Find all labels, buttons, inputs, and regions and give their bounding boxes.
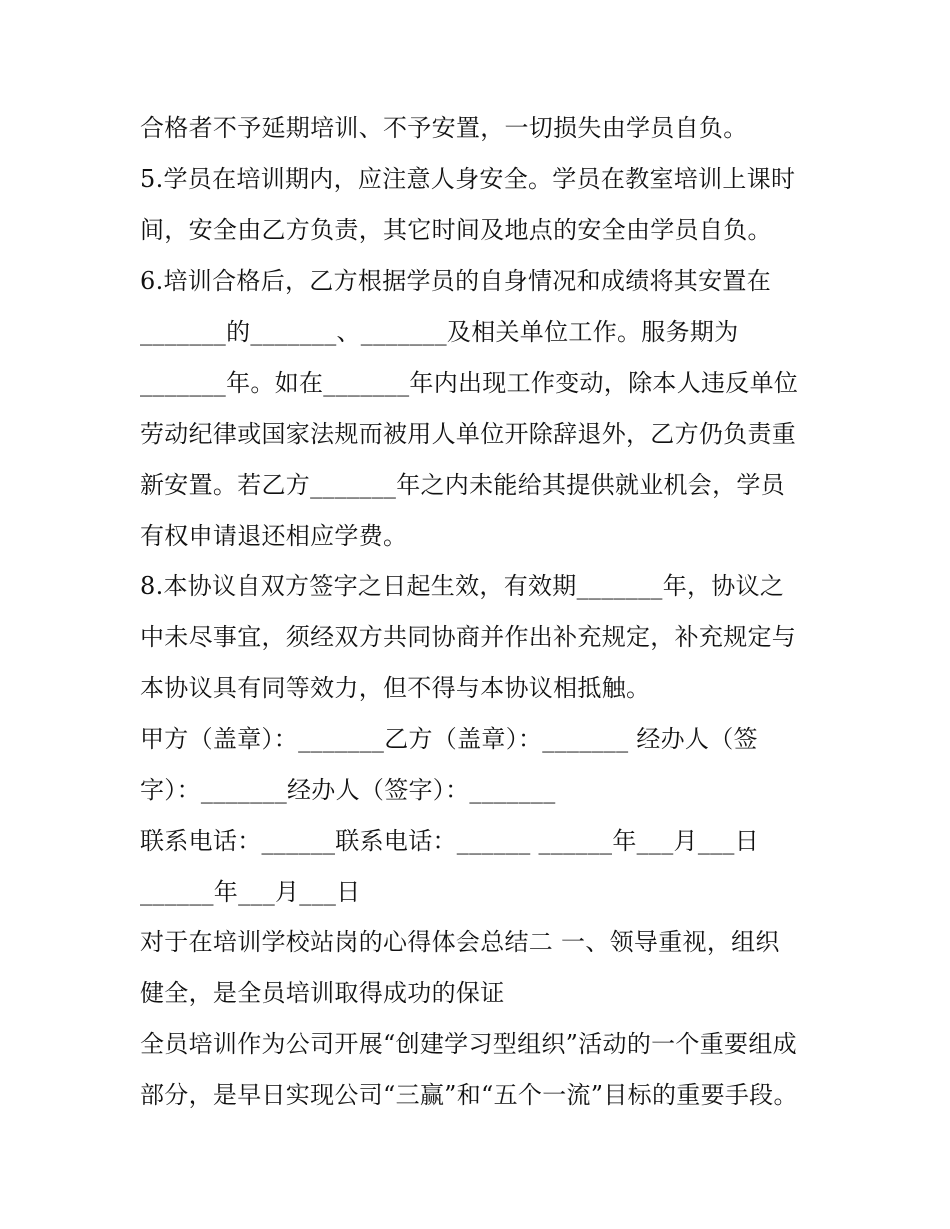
text-line: 部分，是早日实现公司“三赢”和“五个一流”目标的重要手段。 — [140, 1081, 798, 1109]
text-line: _______年。如在_______年内出现工作变动，除本人违反单位 — [140, 369, 799, 397]
text-line: 有权申请退还相应学费。 — [140, 522, 408, 550]
text-line: 健全，是全员培训取得成功的保证 — [140, 979, 505, 1007]
text-line: 中未尽事宜，须经双方共同协商并作出补充规定，补充规定与 — [140, 623, 797, 651]
text-line: 6.培训合格后，乙方根据学员的自身情况和成绩将其安置在 — [140, 267, 771, 295]
text-line: 对于在培训学校站岗的心得体会总结二 一、领导重视，组织 — [140, 928, 780, 956]
text-line: 字）：_______经办人（签字）：_______ — [140, 776, 556, 804]
text-line: 合格者不予延期培训、不予安置，一切损失由学员自负。 — [140, 114, 748, 142]
text-line: _______的_______、_______及相关单位工作。服务期为 — [140, 318, 739, 346]
text-line: ______年___月___日 — [140, 878, 361, 906]
text-line: 新安置。若乙方_______年之内未能给其提供就业机会，学员 — [140, 471, 785, 499]
text-line: 甲方（盖章）：_______乙方（盖章）：_______ 经办人（签 — [140, 725, 758, 753]
text-line: 联系电话：______联系电话：______ ______年___月___日 — [140, 827, 760, 855]
text-line: 全员培训作为公司开展“创建学习型组织”活动的一个重要组成 — [140, 1030, 797, 1058]
text-line: 本协议具有同等效力，但不得与本协议相抵触。 — [140, 674, 651, 702]
text-line: 间，安全由乙方负责，其它时间及地点的安全由学员自负。 — [140, 216, 772, 244]
text-line: 5.学员在培训期内，应注意人身安全。学员在教室培训上课时 — [140, 165, 796, 193]
text-line: 劳动纪律或国家法规而被用人单位开除辞退外，乙方仍负责重 — [140, 420, 797, 448]
text-line: 8.本协议自双方签字之日起生效，有效期_______年，协议之 — [140, 572, 785, 600]
